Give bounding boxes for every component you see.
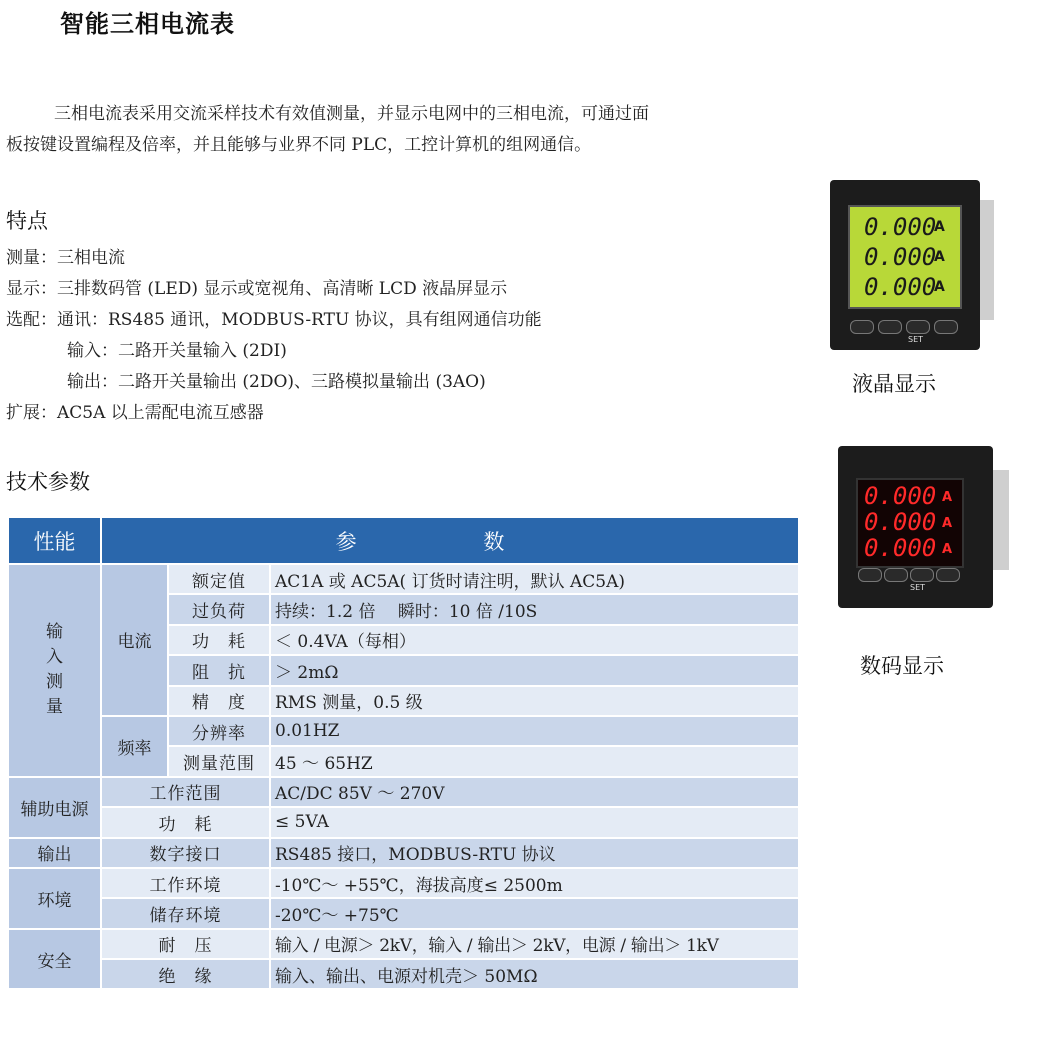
row-label: 过负荷 xyxy=(168,594,270,624)
group-char: 入 xyxy=(46,647,63,668)
lcd-unit-2: A xyxy=(934,249,945,265)
header-params: 参 数 xyxy=(101,517,799,564)
table-row xyxy=(8,868,799,898)
table-row xyxy=(8,777,799,807)
lcd-reading-1: 0.000 xyxy=(864,213,937,241)
group-environment: 环境 xyxy=(8,868,101,929)
row-value: 输入、输出、电源对机壳＞ 50MΩ xyxy=(270,959,799,989)
feature-item: 输出：二路开关量输出 (2DO)、三路模拟量输出 (3AO) xyxy=(67,372,486,392)
row-label: 储存环境 xyxy=(101,898,270,928)
row-label: 耐 压 xyxy=(101,929,270,959)
row-label: 分辨率 xyxy=(168,716,270,746)
row-label: 额定值 xyxy=(168,564,270,594)
table-row xyxy=(8,564,799,594)
left-arrow-key-icon xyxy=(858,568,882,582)
enter-key-icon xyxy=(936,568,960,582)
table-row xyxy=(8,807,799,837)
led-unit-1: A xyxy=(942,490,953,505)
group-current: 电流 xyxy=(101,564,168,716)
table-row xyxy=(8,959,799,989)
row-label: 功 耗 xyxy=(101,807,270,837)
led-unit-3: A xyxy=(942,542,953,557)
table-row xyxy=(8,838,799,868)
row-value: 输入 / 电源＞ 2kV，输入 / 输出＞ 2kV，电源 / 输出＞ 1kV xyxy=(270,929,799,959)
group-output: 输出 xyxy=(8,838,101,868)
enter-key-icon xyxy=(934,320,958,334)
right-arrow-key-icon xyxy=(878,320,902,334)
table-row xyxy=(8,716,799,746)
feature-item: 测量：三相电流 xyxy=(6,248,125,268)
lcd-unit-1: A xyxy=(934,219,945,235)
lcd-caption: 液晶显示 xyxy=(852,372,936,396)
left-arrow-key-icon xyxy=(850,320,874,334)
lcd-reading-3: 0.000 xyxy=(864,273,937,301)
row-label: 数字接口 xyxy=(101,838,270,868)
set-key-icon xyxy=(906,320,930,334)
specs-heading: 技术参数 xyxy=(6,470,90,494)
led-caption: 数码显示 xyxy=(860,654,944,678)
row-label: 测量范围 xyxy=(168,746,270,776)
row-label: 绝 缘 xyxy=(101,959,270,989)
feature-item: 输入：二路开关量输入 (2DI) xyxy=(67,341,287,361)
row-label: 精 度 xyxy=(168,686,270,716)
led-reading-3: 0.000 xyxy=(864,534,937,562)
led-set-label: SET xyxy=(910,583,926,592)
row-value: 45 ～ 65HZ xyxy=(270,746,799,776)
lcd-set-label: SET xyxy=(908,335,924,344)
page-title: 智能三相电流表 xyxy=(60,10,235,38)
intro-paragraph xyxy=(6,99,796,161)
row-value: ≤ 5VA xyxy=(270,807,799,837)
led-reading-2: 0.000 xyxy=(864,508,937,536)
led-unit-2: A xyxy=(942,516,953,531)
row-value: -10℃～ +55℃，海拔高度≤ 2500m xyxy=(270,868,799,898)
group-frequency: 频率 xyxy=(101,716,168,777)
group-char: 量 xyxy=(46,697,63,718)
features-list xyxy=(6,243,542,429)
lcd-unit-3: A xyxy=(934,279,945,295)
led-screen xyxy=(856,478,964,568)
feature-item: 显示：三排数码管 (LED) 显示或宽视角、高清晰 LCD 液晶屏显示 xyxy=(6,279,508,299)
lcd-screen xyxy=(848,205,962,309)
intro-line-2: 板按键设置编程及倍率，并且能够与业界不同 PLC，工控计算机的组网通信。 xyxy=(6,135,592,155)
group-aux-power: 辅助电源 xyxy=(8,777,101,838)
table-row xyxy=(8,898,799,928)
table-row xyxy=(8,929,799,959)
row-value: AC/DC 85V ～ 270V xyxy=(270,777,799,807)
feature-item: 扩展：AC5A 以上需配电流互感器 xyxy=(6,403,264,423)
row-value: -20℃～ +75℃ xyxy=(270,898,799,928)
set-key-icon xyxy=(910,568,934,582)
row-label: 工作环境 xyxy=(101,868,270,898)
right-arrow-key-icon xyxy=(884,568,908,582)
row-value: ＜ 0.4VA（每相） xyxy=(270,625,799,655)
table-header-row xyxy=(8,517,799,564)
row-label: 功 耗 xyxy=(168,625,270,655)
group-safety: 安全 xyxy=(8,929,101,990)
row-value: RMS 测量，0.5 级 xyxy=(270,686,799,716)
row-value: 持续：1.2 倍 瞬时：10 倍 /10S xyxy=(270,594,799,624)
header-performance: 性能 xyxy=(8,517,101,564)
group-input-measure xyxy=(8,564,101,777)
led-reading-1: 0.000 xyxy=(864,482,937,510)
features-heading: 特点 xyxy=(6,209,48,233)
spec-table xyxy=(7,516,800,990)
row-value: RS485 接口，MODBUS-RTU 协议 xyxy=(270,838,799,868)
group-char: 输 xyxy=(46,622,63,643)
row-label: 工作范围 xyxy=(101,777,270,807)
row-value: ＞ 2mΩ xyxy=(270,655,799,685)
row-value: AC1A 或 AC5A( 订货时请注明，默认 AC5A) xyxy=(270,564,799,594)
feature-item: 选配：通讯：RS485 通讯，MODBUS-RTU 协议，具有组网通信功能 xyxy=(6,310,542,330)
lcd-reading-2: 0.000 xyxy=(864,243,937,271)
row-label: 阻 抗 xyxy=(168,655,270,685)
row-value: 0.01HZ xyxy=(270,716,799,746)
group-char: 测 xyxy=(46,672,63,693)
intro-line-1: 三相电流表采用交流采样技术有效值测量，并显示电网中的三相电流，可通过面 xyxy=(54,104,649,124)
